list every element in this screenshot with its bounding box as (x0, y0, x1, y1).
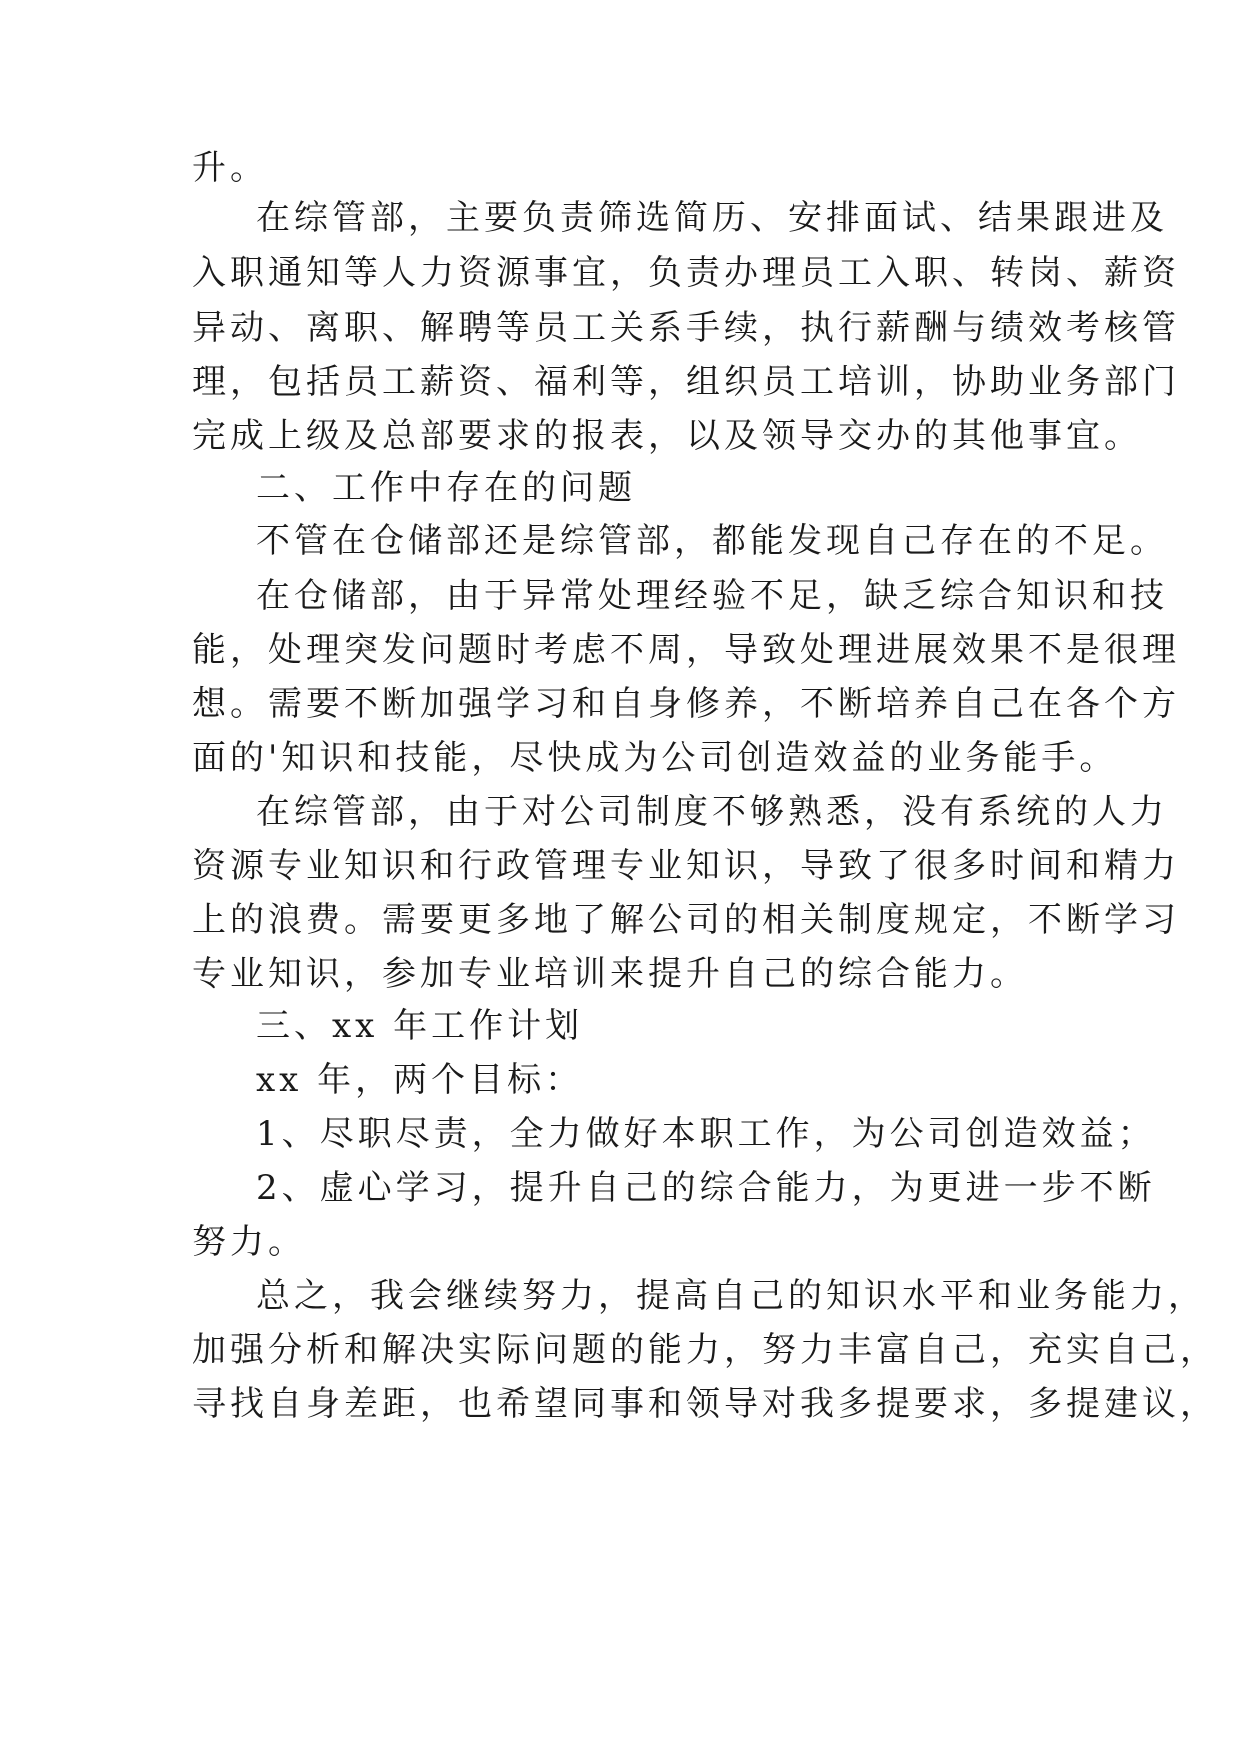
paragraph-line: 不管在仓储部还是综管部，都能发现自己存在的不足。 (256, 521, 1168, 561)
text-line: 专业知识，参加专业培训来提升自己的综合能力。 (192, 954, 1028, 994)
text-line: 资源专业知识和行政管理专业知识，导致了很多时间和精力 (192, 846, 1180, 886)
paragraph-line: xx 年，两个目标： (256, 1060, 584, 1100)
list-item: 1、尽职尽责，全力做好本职工作，为公司创造效益； (256, 1114, 1156, 1154)
text-line: 面的'知识和技能，尽快成为公司创造效益的业务能手。 (192, 738, 1118, 778)
text-line: 寻找自身差距，也希望同事和领导对我多提要求，多提建议， (192, 1384, 1218, 1424)
text-line: 完成上级及总部要求的报表，以及领导交办的其他事宜。 (192, 416, 1142, 456)
text-line: 异动、离职、解聘等员工关系手续，执行薪酬与绩效考核管 (192, 308, 1180, 348)
paragraph-line: 总之，我会继续努力，提高自己的知识水平和业务能力， (256, 1276, 1206, 1316)
text-line: 升。 (192, 148, 268, 188)
section-heading: 三、xx 年工作计划 (256, 1006, 584, 1046)
text-line: 加强分析和解决实际问题的能力，努力丰富自己，充实自己， (192, 1330, 1218, 1370)
text-line: 能，处理突发问题时考虑不周，导致处理进展效果不是很理 (192, 630, 1180, 670)
list-item: 2、虚心学习，提升自己的综合能力，为更进一步不断 (256, 1168, 1156, 1208)
text-line: 想。需要不断加强学习和自身修养，不断培养自己在各个方 (192, 684, 1180, 724)
section-heading: 二、工作中存在的问题 (256, 468, 636, 508)
text-line: 努力。 (192, 1222, 306, 1262)
text-line: 理，包括员工薪资、福利等，组织员工培训，协助业务部门 (192, 362, 1180, 402)
text-line: 入职通知等人力资源事宜，负责办理员工入职、转岗、薪资 (192, 253, 1180, 293)
text-line: 上的浪费。需要更多地了解公司的相关制度规定，不断学习 (192, 900, 1180, 940)
paragraph-line: 在综管部，主要负责筛选简历、安排面试、结果跟进及 (256, 198, 1168, 238)
paragraph-line: 在仓储部，由于异常处理经验不足，缺乏综合知识和技 (256, 576, 1168, 616)
paragraph-line: 在综管部，由于对公司制度不够熟悉，没有系统的人力 (256, 792, 1168, 832)
